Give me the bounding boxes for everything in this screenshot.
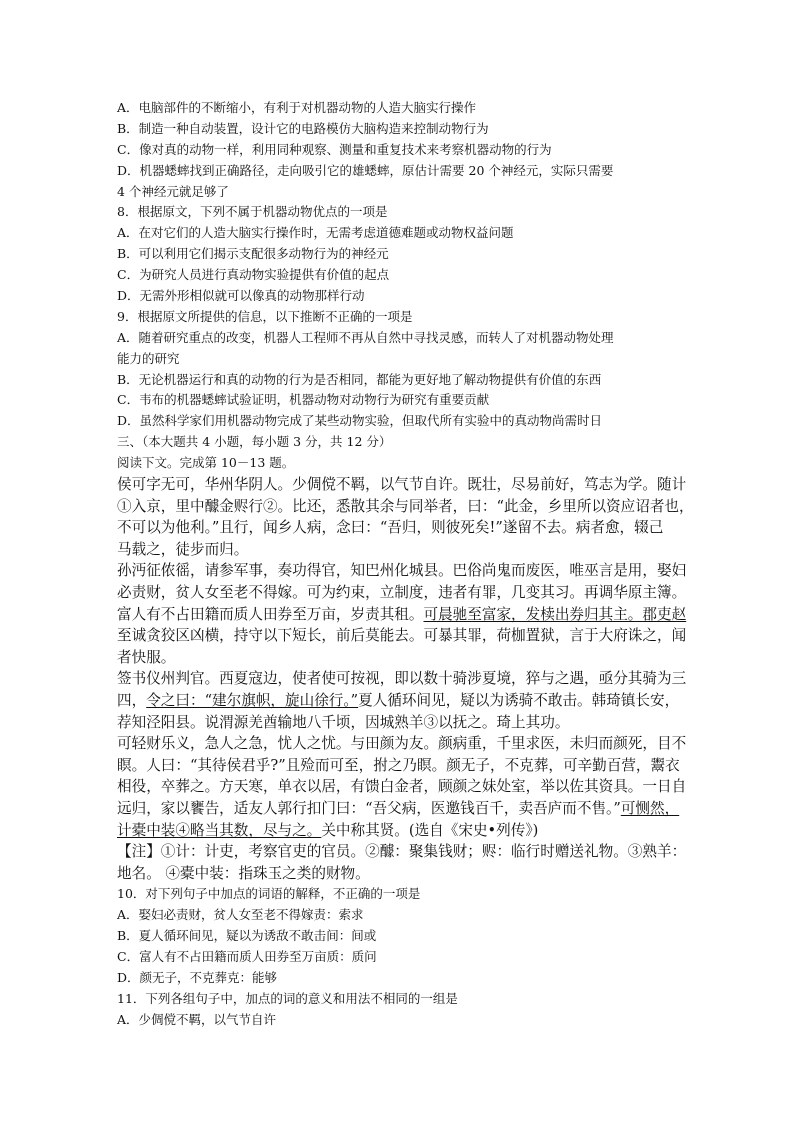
option-d: D．机器蟋蟀找到正确路径，走向吸引它的雄蟋蟀，原估计需要 20 个神经元，实际只需要 <box>117 162 614 178</box>
option-d: D．虽然科学家们用机器动物完成了某些动物实验，但取代所有实验中的真动物尚需时日 <box>117 413 603 429</box>
passage-line <box>117 798 680 820</box>
option-gloss: 间：间或 <box>326 928 377 944</box>
passage-line: 可轻财乐义，急人之急，忧人之忧。与田颜为友。颜病重，千里求医，未归而颜死，目不 <box>117 735 687 753</box>
option-sentence: A．娶妇必责财，贫人女至老不得嫁 <box>117 907 314 923</box>
question-stem: 9．根据原文所提供的信息，以下推断不正确的一项是 <box>117 308 413 324</box>
option-sentence: C．富人有不占田籍而质人田券至万亩 <box>117 948 327 964</box>
option-sentence: B．夏人循环间见，疑以为诱敌不敢击 <box>117 928 327 944</box>
option-c <box>117 947 680 968</box>
exam-page <box>117 98 694 1031</box>
note-line: 地名。 ④橐中装：指珠玉之类的财物。 <box>117 864 370 882</box>
option-d: D．无需外形相似就可以像真的动物那样行动 <box>117 288 365 304</box>
option-gloss: 克：能够 <box>227 969 278 985</box>
option-a: A．在对它们的人造大脑实行操作时，无需考虑道德难题或动物权益问题 <box>117 225 514 241</box>
question-11 <box>117 989 680 1031</box>
passage-line: 必责财，贫人女至老不得嫁。可为约束，立制度，违者有罪，几变其习。再调华原主簿。 <box>117 584 687 601</box>
option-a <box>117 905 680 926</box>
annotation-notes <box>117 841 687 884</box>
option-a: A．随着研究重点的改变，机器人工程师不再从自然中寻找灵感，而转人了对机器动物处理 <box>117 329 614 345</box>
passage-text: 郡吏赵 <box>642 605 687 623</box>
option-c: C．韦布的机器蟋蟀试验证明，机器动物对动物行为研究有重要贡献 <box>117 392 490 408</box>
question-stem: 8．根据原文，下列不属于机器动物优点的一项是 <box>117 204 388 220</box>
passage-line: 侯可字无可，华州华阴人。少倜傥不羁，以气节自许。既壮，尽易前好，笃志为学。随计 <box>117 476 687 494</box>
passage-line: 签书仪州判官。西夏寇边，使者使可按视，即以数十骑涉夏境，猝与之遇，亟分其骑为三 <box>117 670 687 688</box>
passage-line: 马载之，徒步而归。 <box>117 540 249 558</box>
passage-line: 者快服。 <box>117 648 176 666</box>
question-8 <box>117 202 680 306</box>
option-gloss: 责：索求 <box>313 907 364 923</box>
option-sentence: D．颜无子，不克葬 <box>117 969 228 985</box>
option-d <box>117 968 680 989</box>
note-line: 【注】①计：计吏，考察官吏的官员。②醵：聚集钱财；赆：临行时赠送礼物。③熟羊： <box>117 843 687 861</box>
option-b <box>117 926 680 947</box>
reading-instruction: 阅读下文。完成第 10－13 题。 <box>117 455 295 471</box>
question-9 <box>117 307 680 432</box>
option-a-continued: 能力的研究 <box>117 350 180 366</box>
passage-line: 相役，卒葬之。方天寒，单衣以居，有馈白金者，顾颜之妹处室，举以佐其资具。一日自 <box>117 778 687 796</box>
option-a: A．少倜傥不羁，以气节自许 <box>117 1011 277 1027</box>
question-stem: 11．下列各组句子中，加点的词的意义和用法不相同的一组是 <box>117 990 458 1006</box>
question-10 <box>117 884 680 988</box>
passage-line <box>117 690 680 712</box>
passage-line: 孙沔征侬徭，请参军事，奏功得官，知巴州化城县。巴俗尚鬼而废医，唯巫言是用，娶妇 <box>117 562 687 580</box>
underlined-sentence: 可恻然， <box>620 799 680 817</box>
question-7-options <box>117 98 680 202</box>
passage-line: 至诚贪狡区凶横，持守以下短长，前后莫能去。可暴其罪，荷枷置狱，言于大府诛之，闻 <box>117 627 687 645</box>
passage-text: 夏人循环间见，疑以为诱骑不敢击。韩琦镇长安， <box>358 691 680 709</box>
passage-line: 不可以为他利。”且行，闻乡人病，念曰：“吾归，则彼死矣!”遂留不去。病者愈，辍己 <box>117 519 664 537</box>
question-stem: 10．对下列句子中加点的词语的解释，不正确的一项是 <box>117 886 421 902</box>
passage-text: 四， <box>117 691 147 709</box>
passage-text: 关中称其贤。(选自《宋史•列传》) <box>321 821 539 839</box>
option-a: A．电脑部件的不断缩小，有利于对机器动物的人造大脑实行操作 <box>117 100 477 115</box>
option-b: B．无论机器运行和真的动物的行为是否相同，都能为更好地了解动物提供有价值的东西 <box>117 371 602 387</box>
option-gloss: 质：质问 <box>326 948 377 964</box>
passage-line <box>117 820 680 842</box>
underlined-sentence: 计橐中装④略当其数，尽与之。 <box>117 821 322 839</box>
option-d-continued: 4 个神经元就足够了 <box>117 183 229 199</box>
option-b: B．制造一种自动装置，设计它的电路模仿大脑构造来控制动物行为 <box>117 120 489 136</box>
classical-passage <box>117 474 694 841</box>
underlined-sentence: 令之曰：“建尔旗帜，旋山徐行。” <box>146 691 359 709</box>
underlined-sentence: 可晨驰至富家，发椟出券归其主。 <box>423 605 643 623</box>
option-b: B．可以利用它们揭示支配很多动物行为的神经元 <box>117 246 389 262</box>
passage-line <box>117 604 687 626</box>
passage-line: 荐知泾阳县。说渭源羌酋输地八千顷，因城熟羊③以抚之。琦上其功。 <box>117 713 570 731</box>
passage-line: 瞑。人曰：“其待侯君乎?”且殓而可至，拊之乃瞑。颜无子，不克葬，可辛勤百营，鬻衣 <box>117 756 680 774</box>
option-c: C．为研究人员进行真动物实验提供有价值的起点 <box>117 267 390 283</box>
passage-text: 富人有不占田籍而质人田券至万亩，岁责其租。 <box>117 605 424 623</box>
passage-text: 远归，家以饔告，适友人郭行扣门曰：“吾父病，医邀钱百千，卖吾庐而不售。” <box>117 799 621 817</box>
option-c: C．像对真的动物一样，利用同种观察、测量和重复技术来考察机器动物的行为 <box>117 141 552 157</box>
passage-line: ①入京，里中醵金赆行②。比还，悉散其余与同举者，曰：“此金，乡里所以资应诏者也， <box>117 497 694 515</box>
section-heading: 三、（本大题共 4 小题，每小题 3 分，共 12 分） <box>117 434 392 450</box>
